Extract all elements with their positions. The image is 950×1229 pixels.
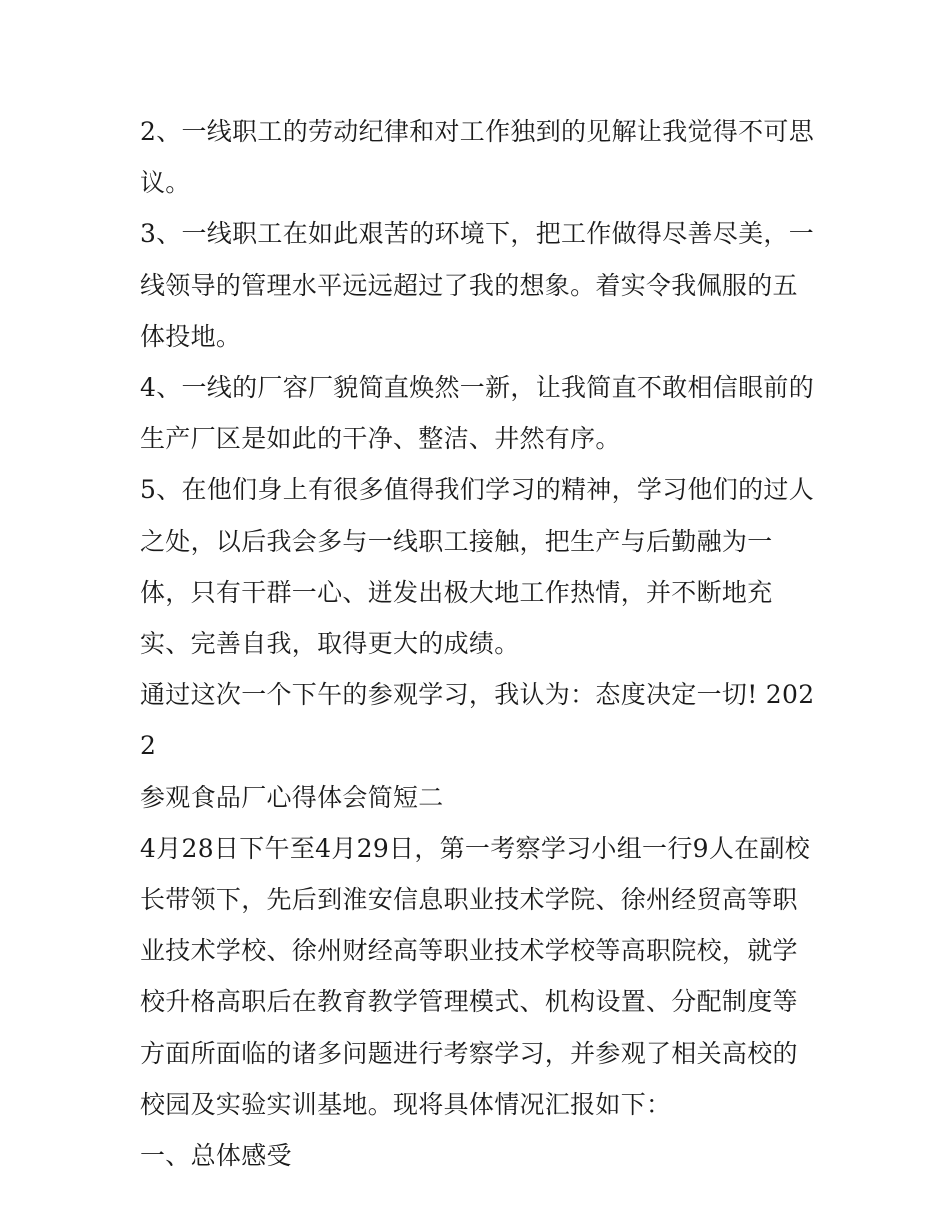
document-body xyxy=(140,106,820,1181)
paragraph-point-4: 4、一线的厂容厂貌简直焕然一新，让我简直不敢相信眼前的生产厂区是如此的干净、整洁、井然有序。 xyxy=(140,373,815,454)
section-title: 参观食品厂心得体会简短二 xyxy=(140,782,444,812)
paragraph-point-2: 2、一线职工的劳动纪律和对工作独到的见解让我觉得不可思议。 xyxy=(140,117,815,198)
paragraph-point-3: 3、一线职工在如此艰苦的环境下，把工作做得尽善尽美，一线领导的管理水平远远超过了我的想象。着实令我佩服的五体投地。 xyxy=(140,219,815,351)
section-heading-overall: 一、总体感受 xyxy=(140,1141,292,1171)
paragraph-point-5: 5、在他们身上有很多值得我们学习的精神，学习他们的过人之处，以后我会多与一线职工接触，把生产与后勤融为一体，只有干群一心、迸发出极大地工作热情，并不断地充实、完善自我，取得更大的成绩。 xyxy=(140,475,815,659)
paragraph-conclusion: 通过这次一个下午的参观学习，我认为：态度决定一切! 2022 xyxy=(140,680,815,761)
paragraph-report-intro: 4月28日下午至4月29日，第一考察学习小组一行9人在副校长带领下，先后到淮安信息职业技术学院、徐州经贸高等职业技术学校、徐州财经高等职业技术学校等高职院校，就学校升格高职后在教育教学管理模式、机构设置、分配制度等方面所面临的诸多问题进行考察学习，并参观了相关高校的校园及实验实训基地。现将具体情况汇报如下： xyxy=(140,833,811,1119)
